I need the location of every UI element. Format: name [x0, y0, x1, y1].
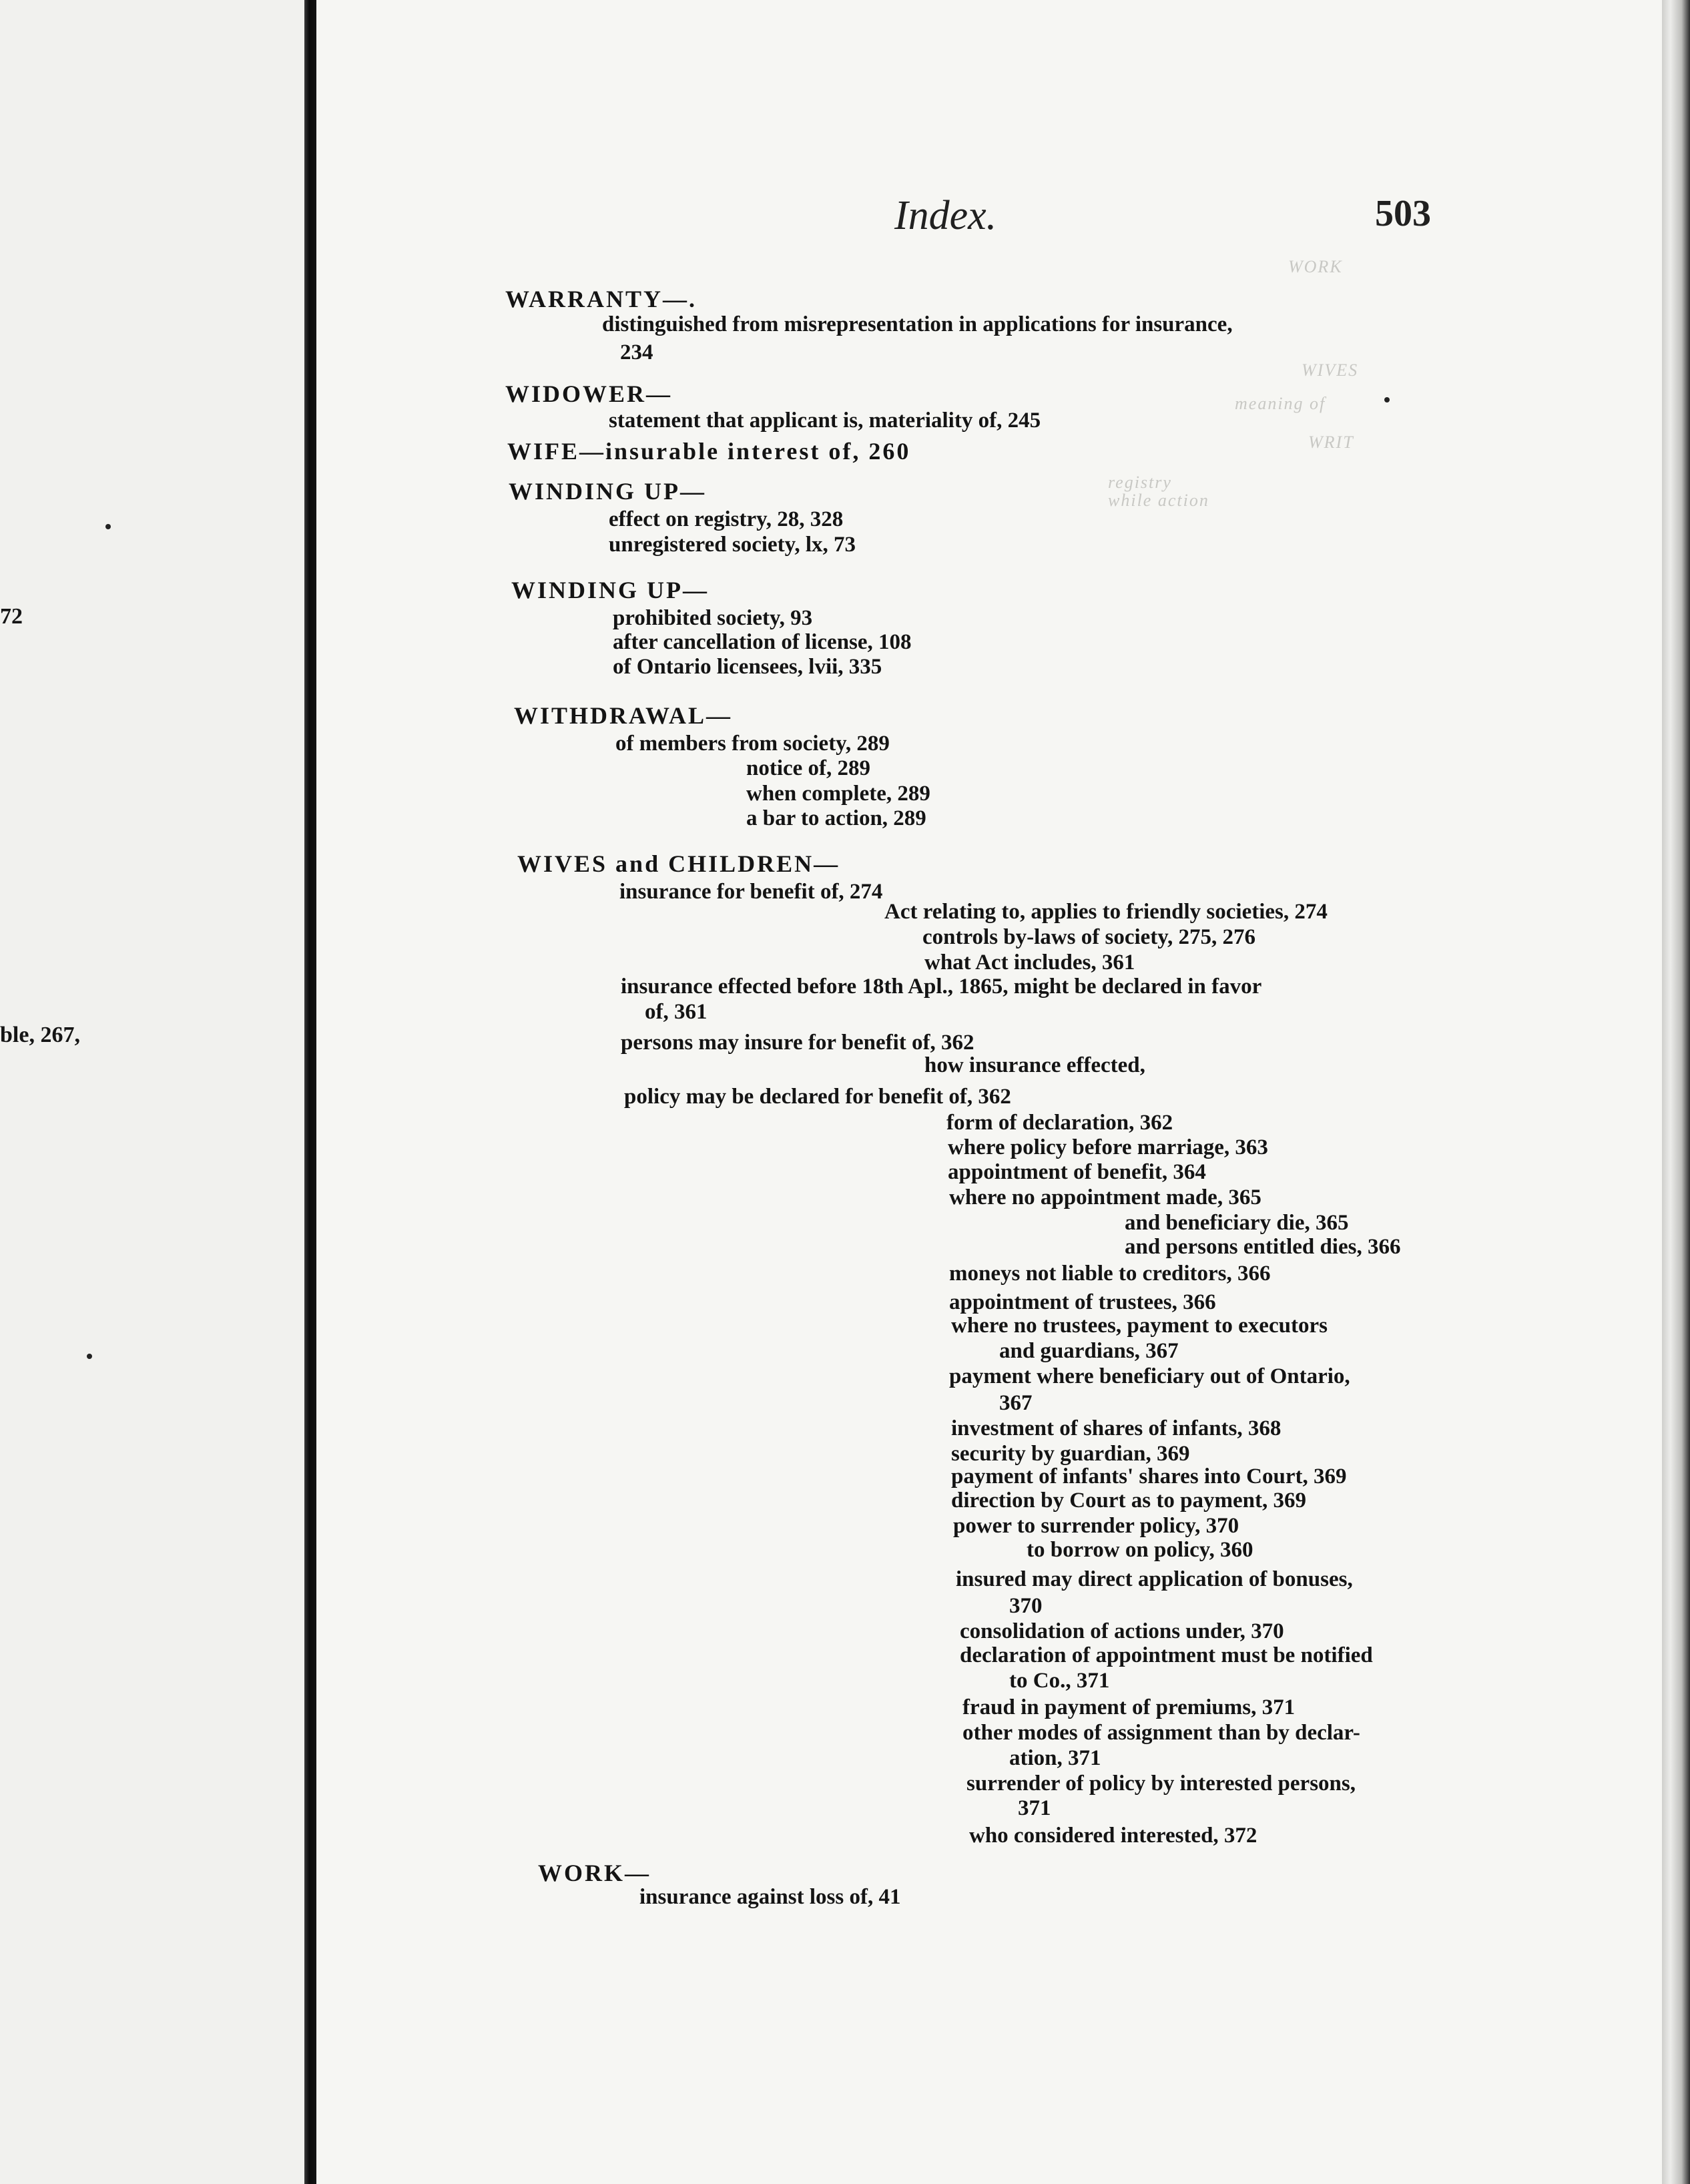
subentry: insurance against loss of, 41 — [639, 1885, 901, 1909]
subentry: when complete, 289 — [746, 782, 930, 806]
entry-heading-wife: WIFE—insurable interest of, 260 — [507, 438, 911, 465]
entry-heading-work: WORK— — [538, 1860, 651, 1886]
subentry: form of declaration, 362 — [946, 1111, 1173, 1135]
subentry: 371 — [1018, 1796, 1051, 1820]
subentry: insurance effected before 18th Apl., 1865, might be declared in favor — [621, 975, 1262, 999]
subentry: who considered interested, 372 — [969, 1824, 1257, 1848]
subentry: 234 — [620, 340, 653, 364]
subentry: payment of infants' shares into Court, 369 — [951, 1464, 1347, 1488]
subentry: and beneficiary die, 365 — [1125, 1211, 1349, 1235]
subentry: payment where beneficiary out of Ontario, — [949, 1364, 1350, 1388]
subentry: surrender of policy by interested persons, — [966, 1771, 1356, 1796]
subentry: a bar to action, 289 — [746, 806, 926, 830]
entry-heading-wives-and-children: WIVES and CHILDREN— — [517, 850, 840, 877]
subentry: effect on registry, 28, 328 — [609, 507, 844, 531]
subentry: declaration of appointment must be notified — [960, 1643, 1373, 1667]
subentry: moneys not liable to creditors, 366 — [949, 1262, 1271, 1286]
subentry: where policy before marriage, 363 — [948, 1135, 1268, 1159]
subentry: to Co., 371 — [1009, 1669, 1110, 1693]
subentry: fraud in payment of premiums, 371 — [962, 1695, 1296, 1719]
bleed-through-text: WIVES — [1302, 360, 1359, 380]
subentry: 370 — [1009, 1594, 1043, 1618]
subentry: ation, 371 — [1009, 1746, 1101, 1770]
running-title: Index. — [894, 193, 997, 238]
subentry: and persons entitled dies, 366 — [1125, 1235, 1401, 1259]
entry-heading-winding-up: WINDING UP— — [511, 577, 710, 603]
subentry: of members from society, 289 — [615, 732, 890, 756]
subentry: insurance for benefit of, 274 — [619, 880, 883, 904]
subentry: statement that applicant is, materiality of, 245 — [609, 408, 1041, 433]
bleed-through-text: while action — [1108, 491, 1209, 510]
subentry: controls by-laws of society, 275, 276 — [922, 925, 1255, 949]
bleed-through-text: WRIT — [1308, 433, 1354, 452]
subentry: what Act includes, 361 — [924, 950, 1135, 975]
subentry: power to surrender policy, 370 — [953, 1514, 1239, 1538]
subentry: other modes of assignment than by declar- — [962, 1721, 1360, 1745]
entry-heading-winding-up: WINDING UP— — [509, 478, 707, 505]
bleed-through-text: meaning of — [1235, 394, 1326, 413]
speck — [1384, 397, 1390, 402]
bleed-through-text: registry — [1108, 473, 1172, 492]
subentry: how insurance effected, — [924, 1053, 1145, 1077]
subentry: to borrow on policy, 360 — [1027, 1538, 1253, 1562]
subentry: insured may direct application of bonuses, — [956, 1567, 1353, 1591]
subentry: direction by Court as to payment, 369 — [951, 1488, 1306, 1513]
subentry: prohibited society, 93 — [613, 606, 813, 630]
entry-heading-warranty: WARRANTY—. — [505, 286, 697, 312]
subentry: Act relating to, applies to friendly societies, 274 — [884, 900, 1328, 924]
page-edge — [1662, 0, 1690, 2184]
subentry: where no appointment made, 365 — [949, 1185, 1261, 1209]
subentry: of, 361 — [645, 1000, 708, 1024]
bleed-through-text: WORK — [1288, 257, 1343, 276]
speck — [87, 1354, 92, 1359]
speck — [105, 524, 111, 529]
subentry: and guardians, 367 — [999, 1339, 1179, 1363]
subentry: appointment of trustees, 366 — [949, 1290, 1216, 1314]
subentry: security by guardian, 369 — [951, 1442, 1190, 1466]
entry-heading-withdrawal: WITHDRAWAL— — [514, 702, 733, 729]
left-fragment-ble: ble, 267, — [0, 1023, 80, 1047]
subentry: after cancellation of license, 108 — [613, 630, 912, 654]
subentry: unregistered society, lx, 73 — [609, 533, 856, 557]
subentry: where no trustees, payment to executors — [951, 1314, 1328, 1338]
left-fragment-72: 72 — [0, 604, 23, 629]
subentry: distinguished from misrepresentation in applications for insurance, — [602, 312, 1233, 336]
subentry: policy may be declared for benefit of, 362 — [624, 1085, 1011, 1109]
subentry: consolidation of actions under, 370 — [960, 1619, 1284, 1643]
subentry: appointment of benefit, 364 — [948, 1160, 1206, 1184]
left-page — [0, 0, 306, 2184]
book-gutter — [304, 0, 316, 2184]
entry-heading-widower: WIDOWER— — [505, 380, 673, 407]
subentry: investment of shares of infants, 368 — [951, 1416, 1282, 1440]
subentry: persons may insure for benefit of, 362 — [621, 1031, 974, 1055]
page-number: 503 — [1375, 193, 1431, 234]
subentry: notice of, 289 — [746, 756, 871, 780]
subentry: of Ontario licensees, lvii, 335 — [613, 655, 882, 679]
subentry: 367 — [999, 1391, 1033, 1415]
